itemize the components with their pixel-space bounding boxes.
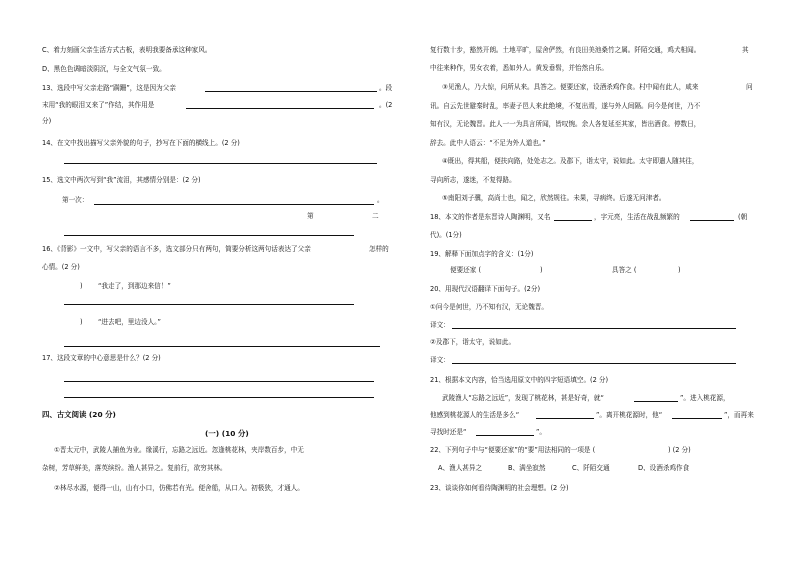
q18-line1: 18、本文的作者是东晋诗人陶渊明，又名 [430,213,551,221]
q16-line1: 16、《背影》一文中，写父亲的语言不多，选文部分只有两句，简要分析这两句话表达了父亲 [42,245,311,253]
q21-blank-1[interactable] [634,401,678,402]
option-c: C、着力刻画父亲生活方式古板，表明我要备承这种家风。 [42,46,212,54]
q21-blank-3[interactable] [672,418,722,419]
q18-line1-end: (朝 [738,213,748,221]
q15-first: 第一次： [62,196,89,204]
q22-end: ) (2 分) [668,446,691,454]
q22-option-b[interactable]: B、满坐寂然 [508,464,546,472]
q16-quote2-blank[interactable] [64,346,380,347]
q15-second-b: 二 [372,212,379,220]
q21-line2-a: 他感到桃花源人的生活是多么“ [430,411,520,419]
passage-line-8: 寻向所志，遂迷，不复得路。 [430,176,516,184]
q14: 14、在文中找出描写父亲外貌的句子，抄写在下面的横线上。(2 分) [42,139,240,147]
q21-line2-c: ”，而再来 [724,411,754,419]
q16-line1-end: 怎样的 [369,245,389,253]
passage-p2-line1: ②林尽水源，便得一山，山有小口，仿佛若有光。便舍船，从口入。初极狭，才通人。 [54,484,304,492]
passage-line-1: 复行数十步，豁然开朗。土地平旷，屋舍俨然，有良田美池桑竹之属。阡陌交通，鸡犬相闻。 [430,46,701,54]
q16-quote2-paren: ) [80,318,83,326]
q22-option-c[interactable]: C、阡陌交通 [572,464,610,472]
passage-line-7: ④既出，得其船，便扶向路，处处志之。及郡下，诣太守，说如此。太守即遣人随其往， [442,157,699,165]
q18-line2: 代)。(1分) [430,231,462,239]
passage-line-6: 辞去。此中人语云：“不足为外人道也。” [430,139,546,147]
passage-line-4: 讯。自云先世避秦时乱，率妻子邑人来此绝境，不复出焉，遂与外人间隔。问今是何世，乃不 [430,102,701,110]
subsection-1-title: (一) (10 分) [205,429,249,438]
passage-line-3: ③见渔人，乃大惊，问所从来。具答之。便要还家，设酒杀鸡作食。村中闻有此人，咸来 [442,83,699,91]
passage-p1-line2: 杂树，芳草鲜美，落英缤纷。渔人甚异之。复前行，欲穷其林。 [42,464,227,472]
q13-line1: 13、选段中写父亲走路“蹒跚”，这是因为父亲 [42,84,176,92]
passage-line-1-end: 其 [742,46,749,54]
option-d: D、黑色色调暗淡阴沉，与全文气氛一致。 [42,65,166,73]
q21-blank-2[interactable] [536,418,594,419]
q13-line2: 末用“我的眼泪又来了”作结，其作用是 [42,101,155,109]
q15-first-blank[interactable] [94,204,374,205]
q21-line1-b: ”。进入桃花源， [680,394,730,402]
section-4-title: 四、古文阅读 (20 分) [42,410,116,419]
q22-option-a[interactable]: A、渔人甚异之 [438,464,483,472]
q22-option-d[interactable]: D、设酒杀鸡作食 [638,464,690,472]
q21-blank-4[interactable] [476,435,534,436]
passage-line-9: ⑤南阳刘子骥，高尚士也，闻之，欣然规往。未果，寻病终。后遂无问津者。 [442,194,666,202]
q19-word2-close: ) [678,266,681,274]
passage-line-2: 中往来种作，男女衣着，悉如外人。黄发垂髫，并怡然自乐。 [430,64,609,72]
q21-line2-b: ”。离开桃花源时，他“ [596,411,663,419]
q21-line1-a: 武陵渔人“忘路之远近”，发现了桃花林，甚是好奇，就“ [442,394,604,402]
q20-answer1-blank[interactable] [452,328,736,329]
q22: 22、下列句子中与“便要还家”的“要”用法相同的一项是 ( [430,446,596,454]
q23: 23、谈谈你如何看待陶渊明的社会理想。(2 分) [430,484,569,492]
q21: 21、根据本文内容，恰当选用原文中的四字短语填空。(2 分) [430,376,609,384]
q15-second-blank[interactable] [64,235,354,236]
q15: 15、选文中两次写到“我”流泪，其感情分别是：(2 分) [42,176,201,184]
q16-quote1-blank[interactable] [64,304,354,305]
q18-line1-mid: ，字元亮，生活在战乱频繁的 [594,213,680,221]
passage-line-3-end: 问 [746,83,753,91]
q21-line3-a: 寻找时还是“ [430,428,467,436]
q14-blank[interactable] [64,163,377,164]
q19: 19、解释下面加点字的含义：(1分) [430,250,534,258]
q20-answer2-blank[interactable] [452,363,736,364]
q20-yiwen1: 译文： [430,321,450,329]
q17-blank-1[interactable] [64,381,374,382]
q19-word1-close: ) [540,266,543,274]
q20-sentence1: ①问今是何世，乃不知有汉，无论魏晋。 [430,303,549,311]
q16-quote2: “进去吧，里边没人。” [98,318,161,326]
q20-sentence2: ②及郡下，诣太守，说如此。 [430,338,516,346]
q18-blank-name[interactable] [554,220,592,221]
q17-blank-2[interactable] [64,397,374,398]
q13-blank-2[interactable] [186,108,374,109]
passage-p1-line1: ①晋太元中，武陵人捕鱼为业。缘溪行，忘路之远近。忽逢桃花林，夹岸数百步，中无 [54,446,304,454]
q20: 20、用现代汉语翻译下面句子。(2分) [430,285,541,293]
q19-word2: 具答之 ( [612,266,637,274]
q15-second-a: 第 [307,212,314,220]
q13-line2-end: 。(2 [379,101,393,109]
passage-line-5: 知有汉，无论魏晋。此人一一为具言所闻，皆叹惋。余人各复延至其家，皆出酒食。停数日， [430,120,701,128]
q16-quote1: “我走了，到那边来信！” [98,282,171,290]
q13-line3: 分) [42,117,52,125]
q18-blank-dynasty[interactable] [690,220,734,221]
q13-line1-end: 。段 [379,84,393,92]
q19-word1: 便要还家 ( [450,266,482,274]
q21-line3-b: ”。 [536,428,547,436]
q20-yiwen2: 译文： [430,356,450,364]
q13-blank-1[interactable] [205,91,377,92]
q16-quote1-paren: ) [80,282,83,290]
q16-line2: 心情。(2 分) [42,263,80,271]
q17: 17、这段文章的中心意思是什么？(2 分) [42,354,161,362]
q15-first-dot: 。 [377,196,384,204]
